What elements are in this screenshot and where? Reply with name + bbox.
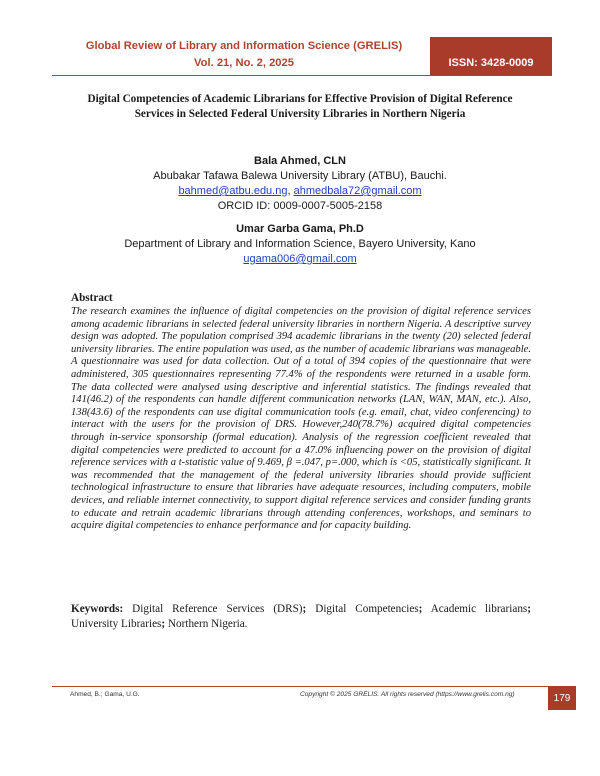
abstract-body: The research examines the influence of digital competencies on the provision of digital reference services among academic librarians in selected federal university libraries in northern Nigeria. A descriptive survey design was adopted. The population comprised 394 academic librarians in the twenty (20) selected federal university libraries. The entire population was used, as the number of academic librarians was manageable. A questionnaire was used for data collection. Out of a total of 394 copies of the questionnaire that were administered, 305 questionnaires representing 77.4% of the respondents were returned in a usable form. The data collected were analysed using descriptive and inferential statistics. The findings revealed that 141(46.2) of the respondents can handle different communication networks (LAN, WAN, MAN, etc.). Also, 138(43.6) of the respondents can use digital communication tools (e.g. email, chat, video conferencing) to interact with the users for the provision of DRS. However,240(78.7%) acquired digital competencies through in-service sponsorship (formal education). Analysis of the regression coefficient revealed that digital competencies were predicted to account for a 47.0% influencing power on the provision of digital reference services with a t-statistic value of 9.469, β =.047, p=.000, which is <05, statistically significant. It was recommended that the management of the federal university libraries should provide sufficient technological infrastructure to ensure that libraries have adequate resources, including computers, mobile devices, and reliable internet connectivity, to support digital reference services and consider funding grants to educate and retrain academic librarians through attending conferences, workshops, and seminars to acquire digital competencies to enhance performance and for capacity building. xyxy=(71,306,531,532)
footer-divider xyxy=(52,686,548,687)
author-1-emails xyxy=(52,184,548,199)
keywords: Keywords: Digital Reference Services (DRS); Digital Competencies; Academic librarians; University Libraries; Northern Nigeria. xyxy=(71,603,531,630)
paper-title xyxy=(62,92,538,122)
footer-authors: Ahmed, B.; Gama, U.G. xyxy=(70,691,140,698)
author-2 xyxy=(52,222,548,267)
author-1-orcid: ORCID ID: 0009-0007-5005-2158 xyxy=(217,200,383,212)
keyword-item: University Libraries xyxy=(71,618,162,630)
keyword-item: Academic librarians xyxy=(430,603,528,615)
keyword-item: Northern Nigeria. xyxy=(167,618,248,630)
author-1-email-primary[interactable]: bahmed@atbu.edu.ng xyxy=(178,185,288,197)
author-2-affiliation: Department of Library and Information Science, Bayero University, Kano xyxy=(124,238,476,250)
paper-title-line-2: Services in Selected Federal University Libraries in Northern Nigeria xyxy=(134,108,466,120)
paper-title-line-1: Digital Competencies of Academic Librarians for Effective Provision of Digital Reference xyxy=(87,93,513,105)
header-divider xyxy=(52,75,552,76)
page-number-badge xyxy=(548,686,576,710)
abstract-heading: Abstract xyxy=(71,292,113,304)
author-1-name: Bala Ahmed, CLN xyxy=(254,155,346,167)
author-1 xyxy=(52,154,548,214)
author-1-affiliation: Abubakar Tafawa Balewa University Library (ATBU), Bauchi. xyxy=(153,170,447,182)
page-number: 179 xyxy=(553,692,571,704)
issn-badge xyxy=(430,37,552,75)
footer-copyright: Copyright © 2025 GRELIS. All rights reserved (https://www.grelis.com.ng) xyxy=(300,691,515,698)
keywords-label: Keywords: xyxy=(71,603,124,615)
issn-text: ISSN: 3428-0009 xyxy=(448,57,534,69)
author-2-name: Umar Garba Gama, Ph.D xyxy=(236,223,364,235)
email-separator: , xyxy=(287,185,294,197)
author-2-email[interactable]: ugama006@gmail.com xyxy=(243,253,357,265)
journal-title: Global Review of Library and Information Science (GRELIS) xyxy=(85,40,403,52)
keyword-item: Digital Competencies xyxy=(315,603,419,615)
volume-info: Vol. 21, No. 2, 2025 xyxy=(194,57,294,69)
keyword-item: Digital Reference Services (DRS) xyxy=(132,603,303,615)
author-1-email-secondary[interactable]: ahmedbala72@gmail.com xyxy=(293,185,422,197)
